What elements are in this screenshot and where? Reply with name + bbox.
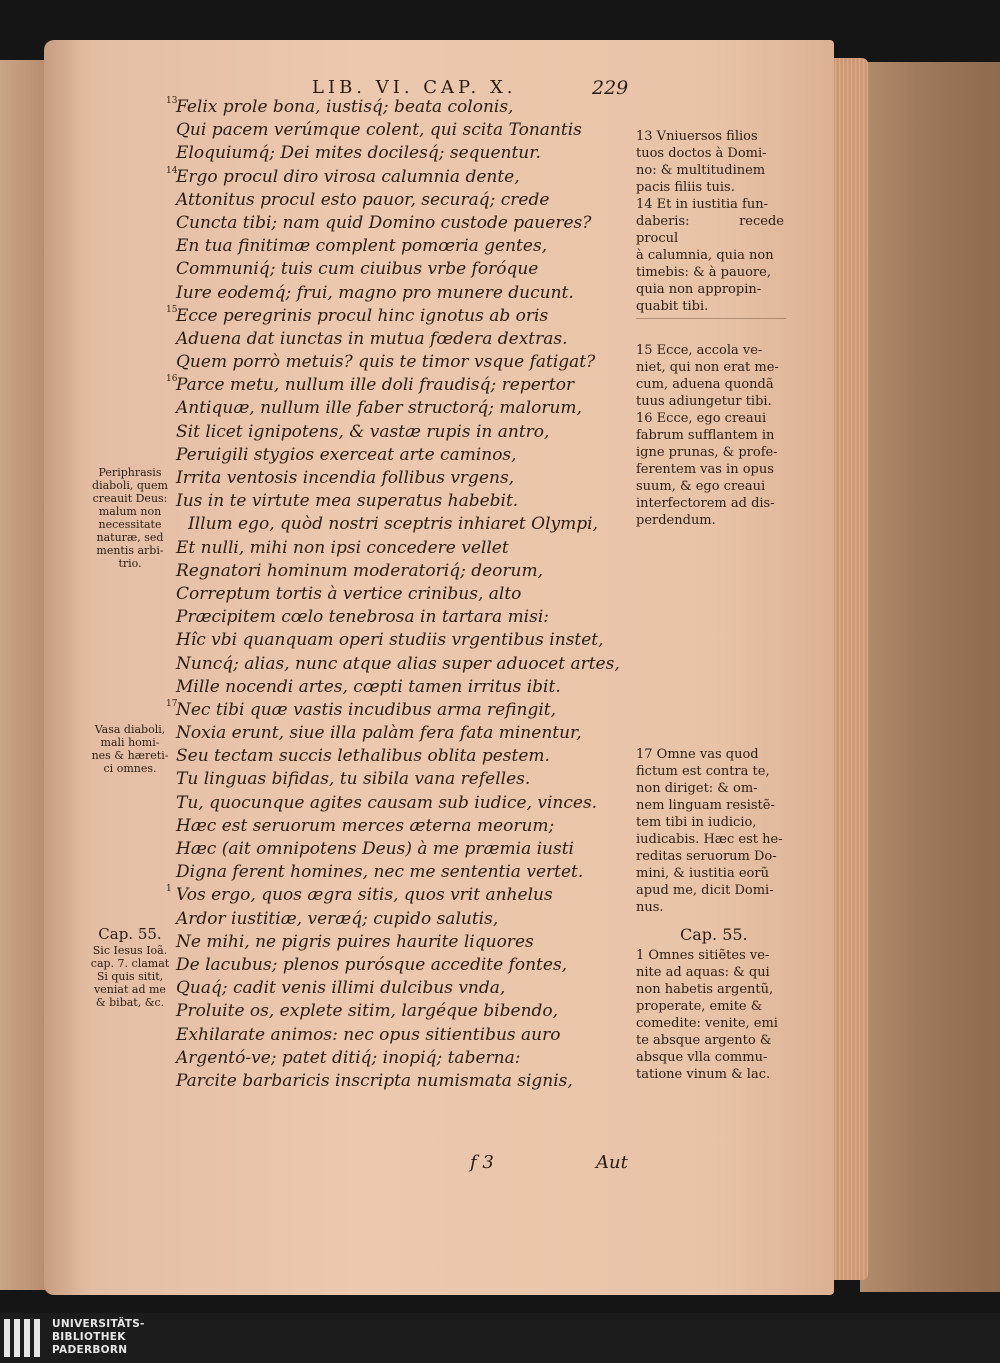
note-line: no: & multitudinem bbox=[636, 163, 766, 178]
verse-text: De lacubus; plenos purósque accedite fontes, bbox=[176, 954, 568, 975]
note-line: fabrum sufflantem in bbox=[636, 428, 775, 443]
margin-note-line: trio. bbox=[118, 557, 142, 570]
verse-text: Exhilarate animos: nec opus sitientibus auro bbox=[176, 1024, 561, 1045]
library-name-line: UNIVERSITÄTS- bbox=[52, 1318, 145, 1330]
running-head: LIB. VI. CAP. X. bbox=[312, 77, 517, 98]
verse-line bbox=[166, 884, 646, 907]
verse-line bbox=[176, 119, 646, 142]
verse-text: Cuncta tibi; nam quid Domino custode paueres? bbox=[176, 212, 592, 233]
verse-line bbox=[166, 96, 646, 119]
verse-line bbox=[176, 676, 646, 699]
verse-line bbox=[176, 629, 646, 652]
verse-text: Præcipitem cœlo tenebrosa in tartara misi: bbox=[176, 607, 550, 628]
verse-text: Qui pacem verúmque colent, qui scita Tonantis bbox=[176, 120, 582, 141]
margin-note-line: & bibat, &c. bbox=[95, 996, 165, 1009]
margin-note-line: Si quis sitit, bbox=[96, 970, 164, 983]
verse-text: Ius in te virtute mea superatus habebit. bbox=[176, 491, 519, 512]
divider bbox=[636, 318, 786, 319]
library-name bbox=[52, 1318, 145, 1357]
note-line: à calumnia, quia non bbox=[636, 248, 774, 263]
verse-line bbox=[176, 1000, 646, 1023]
verse-line bbox=[176, 583, 646, 606]
note-line: 17 Omne vas quod bbox=[636, 747, 759, 762]
margin-note-line: nes & hæreti- bbox=[91, 749, 169, 762]
verse-line bbox=[176, 351, 646, 374]
right-chapter-heading: Cap. 55. bbox=[680, 925, 748, 944]
note-line: reditas seruorum Do- bbox=[636, 849, 777, 864]
book-cover bbox=[860, 62, 1000, 1292]
note-line: interfectorem ad dis- bbox=[636, 496, 775, 511]
verse-text: Antiquæ, nullum ille faber structorq́; malorum, bbox=[176, 398, 582, 419]
note-line: suum, & ego creaui bbox=[636, 479, 766, 494]
note-line: 1 Omnes sitiẽtes ve- bbox=[636, 948, 770, 963]
verse-text: Ergo procul diro virosa calumnia dente, bbox=[176, 166, 520, 187]
margin-note-line: cap. 7. clamat bbox=[90, 957, 170, 970]
note-line: quia non appropin- bbox=[636, 282, 762, 297]
library-name-line: PADERBORN bbox=[52, 1344, 128, 1356]
note-line: quabit tibi. bbox=[636, 299, 709, 314]
margin-note-line: mali homi- bbox=[100, 736, 160, 749]
note-line: mini, & iustitia eorũ bbox=[636, 866, 769, 881]
verse-line bbox=[176, 328, 646, 351]
verse-text: Et nulli, mihi non ipsi concedere vellet bbox=[176, 537, 509, 558]
note-line: apud me, dicit Domi- bbox=[636, 883, 774, 898]
verse-text: Ardor iustitiæ, veræq́; cupido salutis, bbox=[176, 908, 499, 929]
margin-note-line: Sic Iesus Ioã. bbox=[92, 944, 168, 957]
note-line: 13 Vniuersos filios bbox=[636, 129, 758, 144]
verse-line bbox=[176, 815, 646, 838]
verse-number: 1 bbox=[166, 884, 172, 895]
verse-line bbox=[176, 722, 646, 745]
verse-line bbox=[176, 467, 646, 490]
verse-text: Nuncq́; alias, nunc atque alias super aduocet artes, bbox=[176, 653, 620, 674]
verse-text: Communiq́; tuis cum ciuibus vrbe foróque bbox=[176, 259, 539, 280]
verse-text: Ne mihi, ne pigris puires haurite liquores bbox=[176, 931, 534, 952]
verse-line bbox=[176, 1070, 646, 1093]
verse-line bbox=[176, 490, 646, 513]
verse-line bbox=[166, 304, 646, 328]
verse-line bbox=[176, 861, 646, 884]
note-line: properate, emite & bbox=[636, 999, 763, 1014]
verse-line bbox=[176, 931, 646, 954]
verse-text: Tu, quocunque agites causam sub iudice, vinces. bbox=[176, 792, 598, 813]
verse-number: 15 bbox=[166, 304, 178, 315]
margin-note-line: veniat ad me bbox=[94, 983, 166, 996]
catchword: Aut bbox=[596, 1152, 628, 1173]
note-line: fictum est contra te, bbox=[636, 764, 770, 779]
verse-line bbox=[166, 165, 646, 189]
note-line: daberis: recede procul bbox=[636, 214, 784, 246]
margin-note-line: Periphrasis bbox=[98, 466, 162, 479]
verse-text: Regnatori hominum moderatoriq́; deorum, bbox=[176, 560, 544, 581]
verse-line bbox=[176, 537, 646, 560]
margin-chapter-heading: Cap. 55. bbox=[98, 925, 162, 943]
verse-line bbox=[166, 374, 646, 397]
verse-text: Noxia erunt, siue illa palàm fera fata minentur, bbox=[176, 723, 582, 744]
verse-line bbox=[176, 513, 646, 536]
library-logo-icon bbox=[0, 1313, 46, 1363]
note-line: comedite: venite, emi bbox=[636, 1016, 778, 1031]
verse-text: Hîc vbi quanquam operi studiis vrgentibus instet, bbox=[176, 630, 604, 651]
verse-line bbox=[176, 397, 646, 420]
note-line: nus. bbox=[636, 900, 664, 915]
note-line: nem linguam resistẽ- bbox=[636, 798, 775, 813]
note-line: iudicabis. Hæc est he- bbox=[636, 832, 783, 847]
verse-line bbox=[176, 189, 646, 212]
verse-line bbox=[176, 745, 646, 768]
verse-text: En tua finitimæ complent pomœria gentes, bbox=[176, 236, 548, 257]
signature-mark: f 3 bbox=[470, 1152, 494, 1173]
verse-line bbox=[176, 838, 646, 861]
note-line: nite ad aquas: & qui bbox=[636, 965, 770, 980]
margin-note-line: naturæ, sed bbox=[96, 531, 164, 544]
verse-text: Sit licet ignipotens, & vastæ rupis in antro, bbox=[176, 421, 550, 442]
verse-text: Argentó-ve; patet ditiq́; inopiq́; taberna: bbox=[176, 1047, 521, 1068]
note-block-17 bbox=[636, 746, 784, 916]
verse-line bbox=[176, 235, 646, 258]
verse-text: Hæc est seruorum merces æterna meorum; bbox=[176, 815, 555, 836]
verse-line bbox=[176, 258, 646, 281]
verse-line bbox=[176, 142, 646, 165]
verse-text: Ecce peregrinis procul hinc ignotus ab oris bbox=[176, 305, 549, 326]
note-line: non habetis argentũ, bbox=[636, 982, 774, 997]
margin-note-line: malum non bbox=[98, 505, 162, 518]
verse-text: Nec tibi quæ vastis incudibus arma refingit, bbox=[176, 699, 557, 720]
verse-number: 13 bbox=[166, 96, 178, 106]
verse-line bbox=[176, 421, 646, 444]
library-name-line: BIBLIOTHEK bbox=[52, 1331, 126, 1343]
verse-text: Mille nocendi artes, cœpti tamen irritus ibit. bbox=[176, 676, 561, 697]
note-block-13-14 bbox=[636, 128, 784, 315]
note-line: tuus adiungetur tibi. bbox=[636, 394, 772, 409]
verse-text: Parcite barbaricis inscripta numismata signis, bbox=[176, 1070, 573, 1091]
verse-text: Tu linguas bifidas, tu sibila vana refelles. bbox=[176, 769, 531, 790]
library-footer bbox=[0, 1313, 1000, 1363]
verse-line bbox=[176, 653, 646, 676]
note-line: timebis: & à pauore, bbox=[636, 265, 771, 280]
verse-text: Digna ferent homines, nec me sententia vertet. bbox=[176, 862, 584, 883]
verse-line bbox=[176, 282, 646, 305]
verse-text: Quaq́; cadit venis illimi dulcibus vnda, bbox=[176, 978, 506, 999]
page-number: 229 bbox=[592, 77, 629, 99]
verse-line bbox=[166, 698, 646, 722]
verse-text: Proluite os, explete sitim, largéque bibendo, bbox=[176, 1001, 559, 1022]
note-block-15-16 bbox=[636, 342, 784, 529]
note-line: pacis filiis tuis. bbox=[636, 180, 735, 195]
verse-number: 16 bbox=[166, 374, 178, 385]
verse-number: 17 bbox=[166, 698, 178, 709]
note-line: tatione vinum & lac. bbox=[636, 1067, 771, 1082]
note-line: cum, aduena quondã bbox=[636, 377, 774, 392]
note-line: tuos doctos à Domi- bbox=[636, 146, 767, 161]
verse-line bbox=[176, 606, 646, 629]
verse-text: Vos ergo, quos ægra sitis, quos vrit anhelus bbox=[176, 885, 553, 906]
margin-note-line: creauit Deus: bbox=[92, 492, 168, 505]
verse-line bbox=[176, 792, 646, 815]
verse-text: Irrita ventosis incendia follibus vrgens, bbox=[176, 468, 515, 488]
margin-note-line: diaboli, quem bbox=[92, 479, 168, 492]
verse-line bbox=[176, 977, 646, 1000]
margin-note-cross-reference bbox=[86, 944, 174, 1009]
note-line: te absque argento & bbox=[636, 1033, 772, 1048]
verse-line bbox=[176, 1047, 646, 1070]
verse-text: Correptum tortis à vertice crinibus, alto bbox=[176, 583, 522, 604]
verse-line bbox=[176, 1024, 646, 1047]
verse-text: Seu tectam succis lethalibus oblita pestem. bbox=[176, 746, 550, 767]
note-line: tem tibi in iudicio, bbox=[636, 815, 757, 830]
verse-line bbox=[176, 444, 646, 467]
note-line: 14 Et in iustitia fun- bbox=[636, 197, 768, 212]
verse-line bbox=[176, 908, 646, 931]
verse-text: Iure eodemq́; frui, magno pro munere ducunt. bbox=[176, 282, 574, 303]
verse-text: Hæc (ait omnipotens Deus) à me præmia iusti bbox=[176, 839, 574, 859]
note-line: perdendum. bbox=[636, 513, 716, 528]
verse-text: Felix prole bona, iustisq́; beata colonis, bbox=[176, 97, 514, 117]
note-line: ferentem vas in opus bbox=[636, 462, 774, 477]
verse-number: 14 bbox=[166, 165, 178, 176]
verse-text: Eloquiumq́; Dei mites docilesq́; sequentur. bbox=[176, 143, 541, 164]
note-line: igne prunas, & profe- bbox=[636, 445, 778, 460]
verse-line bbox=[176, 768, 646, 791]
margin-note-line: ci omnes. bbox=[103, 762, 157, 775]
margin-note-line: mentis arbi- bbox=[96, 544, 164, 557]
margin-note-vasa bbox=[86, 723, 174, 775]
verse-column bbox=[166, 96, 646, 1093]
margin-note-line: Vasa diaboli, bbox=[94, 723, 166, 736]
verse-text: Parce metu, nullum ille doli fraudisq́; repertor bbox=[176, 375, 575, 396]
verse-text: Peruigili stygios exerceat arte caminos, bbox=[176, 444, 517, 465]
verse-text: Aduena dat iunctas in mutua fœdera dextras. bbox=[176, 328, 568, 349]
note-line: niet, qui non erat me- bbox=[636, 360, 779, 375]
verse-line bbox=[176, 560, 646, 583]
note-line: 15 Ecce, accola ve- bbox=[636, 343, 763, 358]
note-line: absque vlla commu- bbox=[636, 1050, 768, 1065]
margin-note-line: necessitate bbox=[98, 518, 162, 531]
note-line: 16 Ecce, ego creaui bbox=[636, 411, 767, 426]
verse-text: Illum ego, quòd nostri sceptris inhiaret Olympi, bbox=[188, 514, 598, 535]
margin-note-periphrasis bbox=[86, 466, 174, 570]
verse-line bbox=[176, 954, 646, 977]
verse-line bbox=[176, 212, 646, 235]
verse-text: Quem porrò metuis? quis te timor vsque fatigat? bbox=[176, 352, 596, 373]
note-block-55-1 bbox=[636, 947, 784, 1083]
verse-text: Attonitus procul esto pauor, securaq́; crede bbox=[176, 189, 550, 210]
note-line: non diriget: & om- bbox=[636, 781, 758, 796]
